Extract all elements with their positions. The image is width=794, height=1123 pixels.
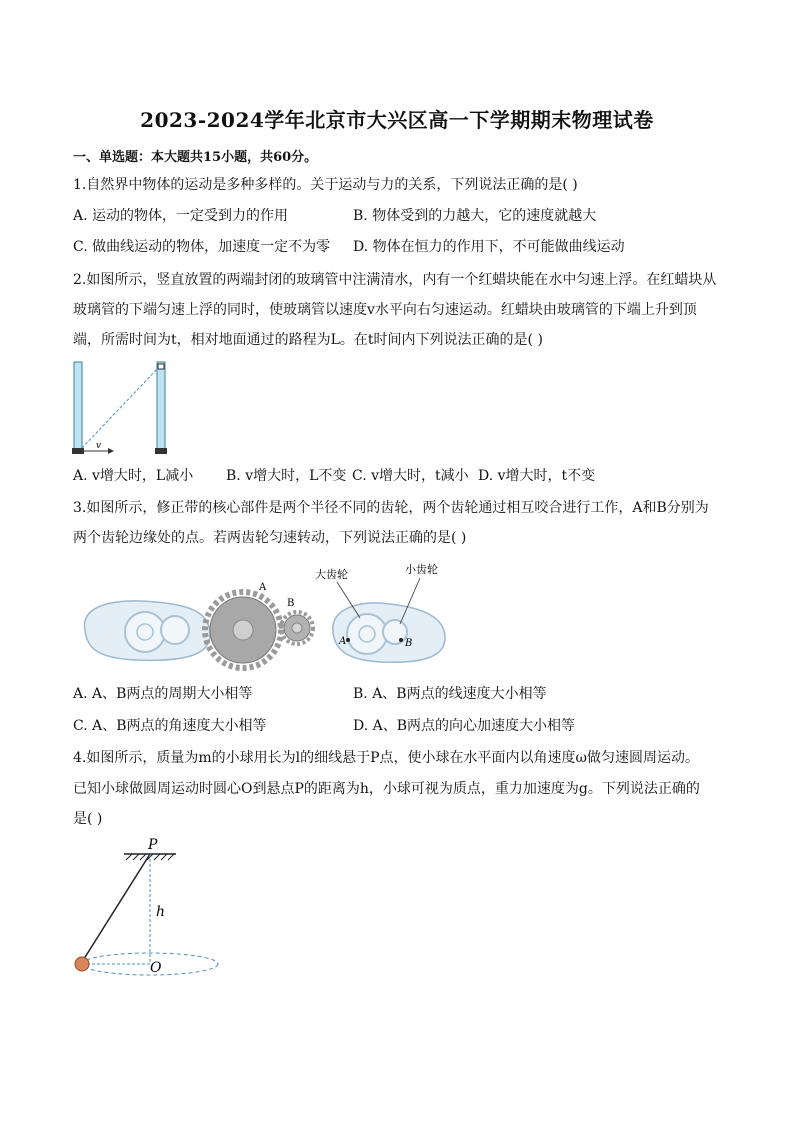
q2-figure-glass-tubes <box>70 358 180 458</box>
page-title: 2023-2024学年北京市大兴区高一下学期期末物理试卷 <box>140 108 654 132</box>
small-gear-caption: 小齿轮 <box>405 563 438 576</box>
big-gear-point-a: A <box>259 582 267 593</box>
wax-block-top <box>158 364 164 369</box>
q3-stem-line2: 两个齿轮边缘处的点。若两齿轮匀速转动，下列说法正确的是( ) <box>73 530 467 546</box>
tape-small-gear-right <box>383 620 407 644</box>
string <box>82 854 150 962</box>
q1-option-c: C. 做曲线运动的物体，加速度一定不为零 <box>73 239 331 255</box>
q2-stem-line3: 端，所需时间为t，相对地面通过的路程为L。在t时间内下列说法正确的是( ) <box>73 332 543 348</box>
tape-gear-left-1 <box>125 612 165 652</box>
small-gear <box>281 612 313 644</box>
q1-option-b: B. 物体受到的力越大，它的速度就越大 <box>353 208 597 224</box>
q4-stem-line3: 是( ) <box>73 811 103 827</box>
q3-stem-line1: 3.如图所示，修正带的核心部件是两个半径不同的齿轮，两个齿轮通过相互咬合进行工作，A和B分别为 <box>73 500 709 516</box>
q4-stem-line2: 已知小球做圆周运动时圆心O到悬点P的距离为h，小球可视为质点，重力加速度为g。下列说法正确的 <box>73 781 700 797</box>
tube-left <box>74 362 82 452</box>
trajectory-line <box>82 368 158 448</box>
tube-right <box>157 362 165 452</box>
small-gear-point-b: B <box>287 598 295 609</box>
big-gear <box>205 592 281 668</box>
q3-option-b: B. A、B两点的线速度大小相等 <box>353 686 547 702</box>
q1-option-a: A. 运动的物体，一定受到力的作用 <box>73 208 289 224</box>
q4-figure-conical-pendulum <box>70 832 230 982</box>
point-a-dot <box>346 638 350 642</box>
q4-stem-line1: 4.如图所示，质量为m的小球用长为l的细线悬于P点，使小球在水平面内以角速度ω做匀速圆周运动。 <box>73 750 699 766</box>
point-o-label: O <box>150 960 162 976</box>
point-p-label: P <box>148 837 158 853</box>
tape-label-b: B <box>405 638 413 649</box>
height-label: h <box>156 904 166 920</box>
q2-option-b: B. v增大时，L不变 <box>226 468 347 484</box>
velocity-label: v <box>96 441 102 451</box>
point-b-dot <box>399 638 403 642</box>
q2-option-c: C. v增大时，t减小 <box>352 468 469 484</box>
tube-left-base <box>72 448 84 454</box>
section-heading: 一、单选题：本大题共15小题，共60分。 <box>73 150 318 165</box>
q3-option-c: C. A、B两点的角速度大小相等 <box>73 718 267 734</box>
q3-option-a: A. A、B两点的周期大小相等 <box>73 686 253 702</box>
tape-label-a: A <box>339 636 347 647</box>
q1-option-d: D. 物体在恒力的作用下，不可能做曲线运动 <box>353 239 625 255</box>
tape-big-gear-right <box>347 614 387 654</box>
velocity-arrowhead <box>108 448 114 454</box>
q3-option-d: D. A、B两点的向心加速度大小相等 <box>353 718 576 734</box>
tape-gear-left-2 <box>161 616 189 644</box>
q2-option-a: A. v增大时，L减小 <box>73 468 194 484</box>
big-gear-caption: 大齿轮 <box>315 568 348 581</box>
ball <box>75 957 89 971</box>
q3-figure-correction-tape <box>75 560 455 670</box>
q1-stem: 1.自然界中物体的运动是多种多样的。关于运动与力的关系，下列说法正确的是( ) <box>73 177 578 193</box>
tube-right-base <box>155 448 167 454</box>
q2-option-d: D. v增大时，t不变 <box>478 468 596 484</box>
q2-stem-line1: 2.如图所示，竖直放置的两端封闭的玻璃管中注满清水，内有一个红蜡块能在水中匀速上浮。在红蜡块从 <box>73 272 717 288</box>
q2-stem-line2: 玻璃管的下端匀速上浮的同时，使玻璃管以速度v水平向右匀速运动。红蜡块由玻璃管的下端上升到顶 <box>73 302 697 318</box>
